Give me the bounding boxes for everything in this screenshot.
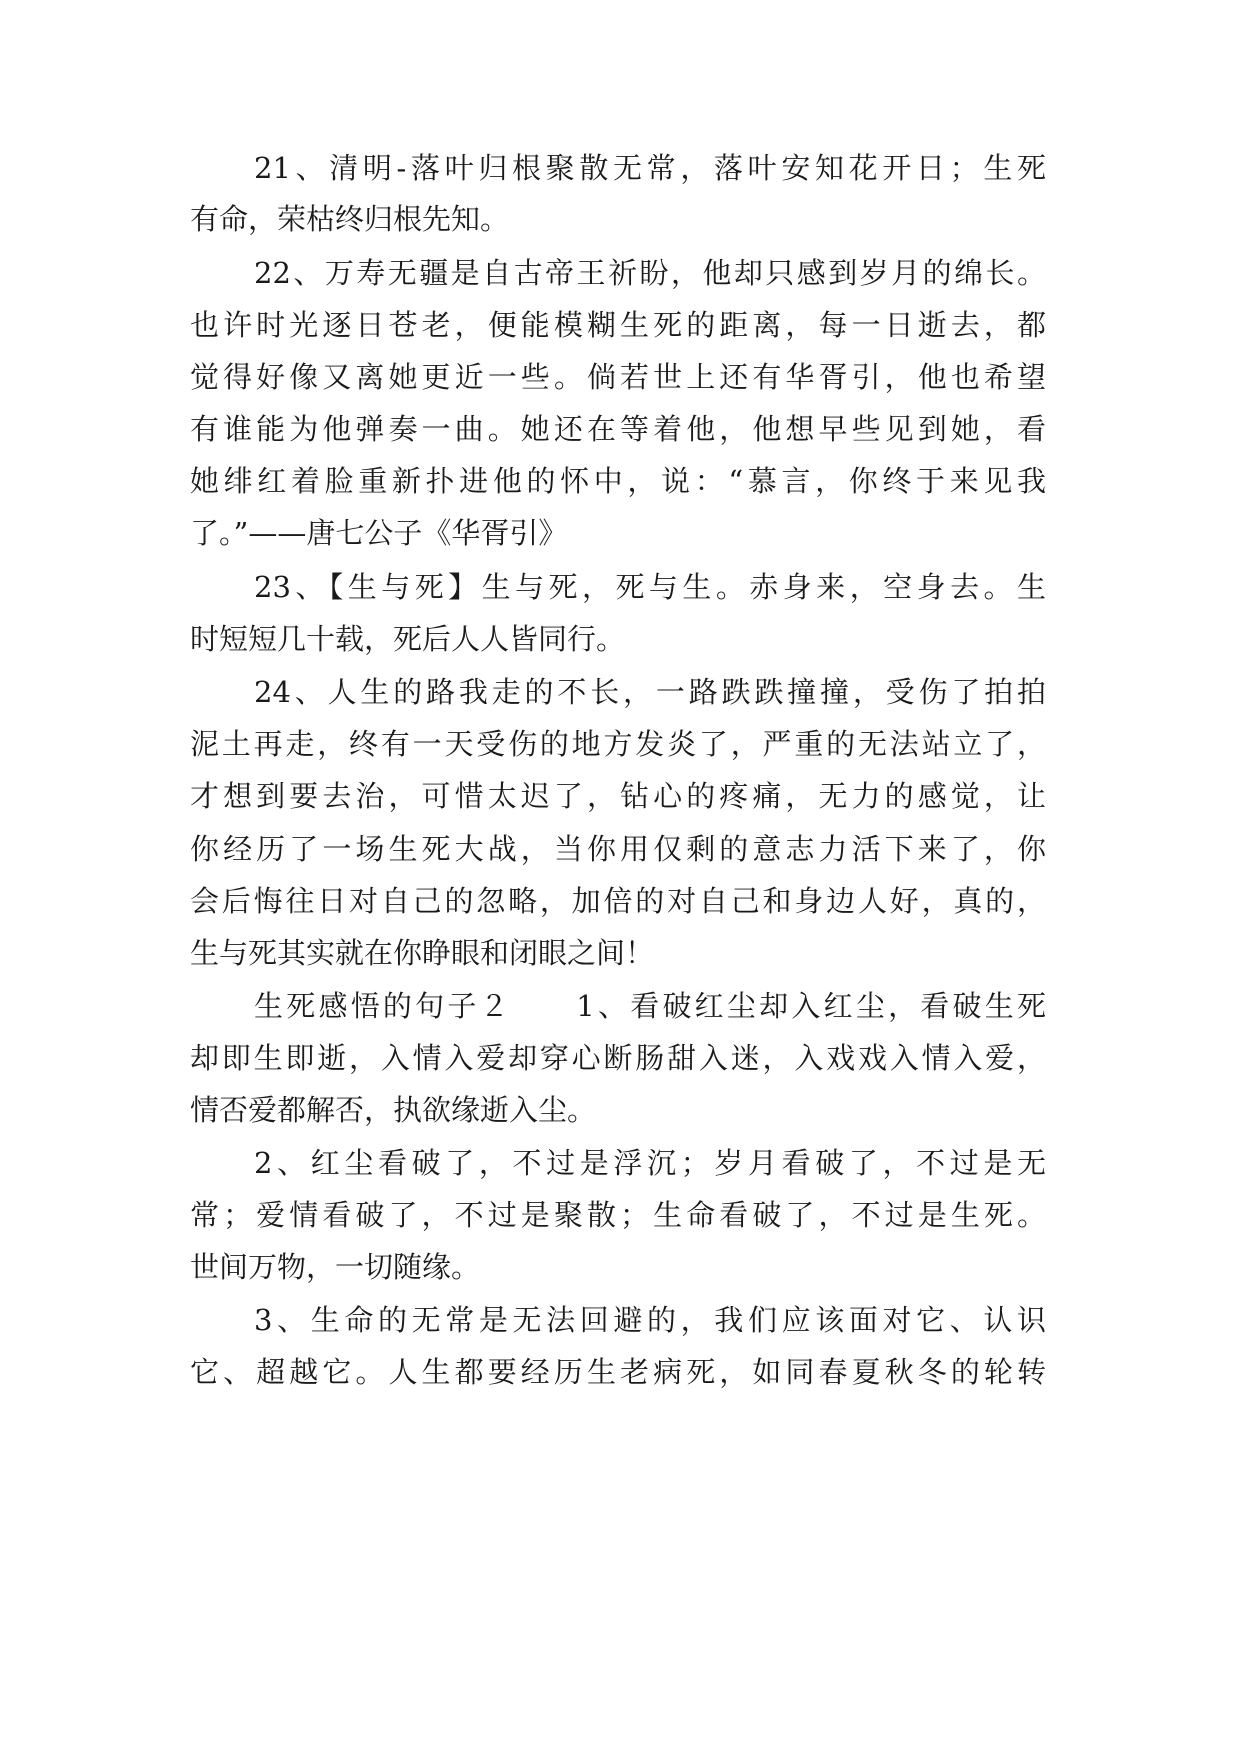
- paragraph-24-line-5: 会后悔往日对自己的忽略，加倍的对自己和身边人好，真的，: [190, 884, 1046, 918]
- paragraph-24-line-2: 泥土再走，终有一天受伤的地方发炎了，严重的无法站立了，: [190, 727, 1046, 761]
- paragraph-21-line-2: 有命，荣枯终归根先知。: [190, 202, 510, 236]
- paragraph-23-line-1: 23、【生与死】生与死，死与生。赤身来，空身去。生: [254, 570, 1046, 604]
- paragraph-24-line-4: 你经历了一场生死大战，当你用仅剩的意志力活下来了，你: [190, 832, 1046, 866]
- paragraph-22-line-4: 有谁能为他弹奏一曲。她还在等着他，他想早些见到她，看: [190, 412, 1046, 446]
- item-3-line-1: 3、生命的无常是无法回避的，我们应该面对它、认识: [254, 1303, 1046, 1337]
- item-2-line-1: 2、红尘看破了，不过是浮沉；岁月看破了，不过是无: [254, 1146, 1046, 1180]
- paragraph-22-line-6: 了。”——唐七公子《华胥引》: [190, 516, 568, 550]
- paragraph-22-line-2: 也许时光逐日苍老，便能模糊生死的距离，每一日逝去，都: [190, 308, 1046, 342]
- paragraph-23-line-2: 时短短几十载，死后人人皆同行。: [190, 622, 626, 656]
- paragraph-24-line-1: 24、人生的路我走的不长，一路跌跌撞撞，受伤了拍拍: [254, 675, 1046, 709]
- section-2-line-3: 情否爱都解否，执欲缘逝入尘。: [190, 1093, 597, 1127]
- paragraph-24-line-3: 才想到要去治，可惜太迟了，钻心的疼痛，无力的感觉，让: [190, 779, 1046, 813]
- paragraph-24-line-6: 生与死其实就在你睁眼和闭眼之间！: [190, 936, 655, 970]
- paragraph-22-line-5: 她绯红着脸重新扑进他的怀中，说：“慕言，你终于来见我: [190, 464, 1046, 498]
- section-2-line-1: 生死感悟的句子２ 1、看破红尘却入红尘，看破生死: [254, 989, 1046, 1023]
- item-2-line-3: 世间万物，一切随缘。: [190, 1250, 481, 1284]
- paragraph-21-line-1: 21、清明-落叶归根聚散无常，落叶安知花开日；生死: [254, 151, 1046, 185]
- section-2-line-2: 却即生即逝，入情入爱却穿心断肠甜入迷，入戏戏入情入爱，: [190, 1041, 1046, 1075]
- item-3-line-2: 它、超越它。人生都要经历生老病死，如同春夏秋冬的轮转: [190, 1355, 1046, 1389]
- item-2-line-2: 常；爱情看破了，不过是聚散；生命看破了，不过是生死。: [190, 1198, 1046, 1232]
- paragraph-22-line-1: 22、万寿无疆是自古帝王祈盼，他却只感到岁月的绵长。: [254, 256, 1046, 290]
- paragraph-22-line-3: 觉得好像又离她更近一些。倘若世上还有华胥引，他也希望: [190, 360, 1046, 394]
